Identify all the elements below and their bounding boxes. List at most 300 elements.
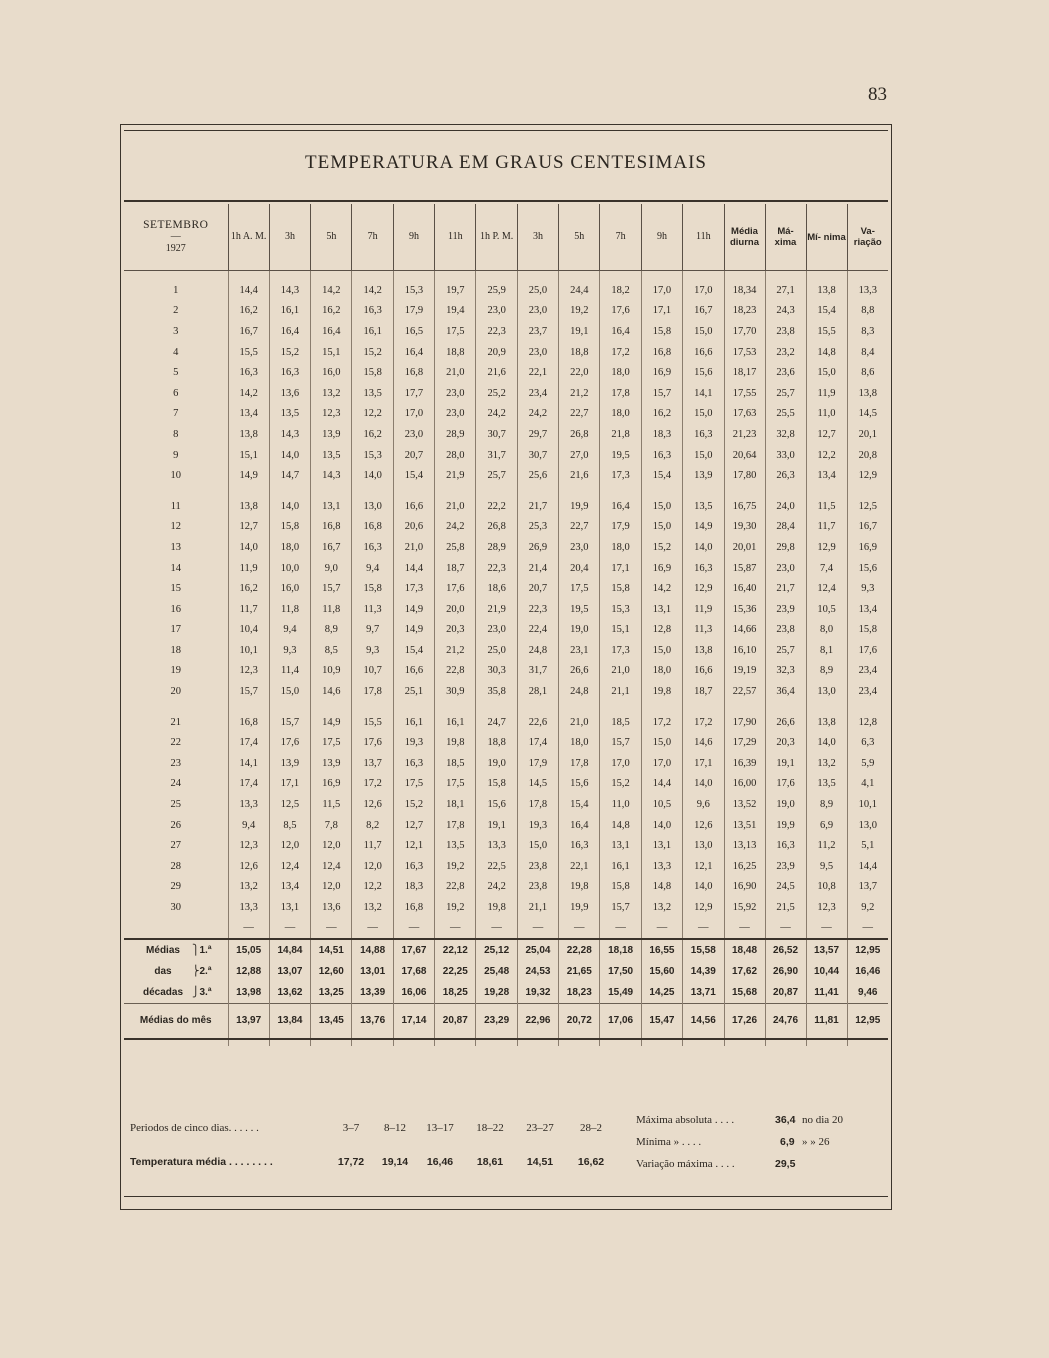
value-cell: 22,1: [517, 362, 558, 383]
day-cell: 29: [170, 881, 181, 893]
value-cell: 18,3: [393, 877, 434, 898]
value-cell: 22,1: [559, 856, 600, 877]
value-cell: 14,6: [683, 732, 724, 753]
value-cell: 15,2: [352, 342, 393, 363]
value-cell: 19,2: [559, 301, 600, 322]
value-cell: 28,9: [435, 424, 476, 445]
value-cell: 18,6: [476, 578, 517, 599]
value-cell: 12,0: [311, 835, 352, 856]
value-cell: 12,0: [352, 856, 393, 877]
day-cell: 9: [173, 449, 179, 461]
value-cell: 15,4: [806, 301, 847, 322]
value-cell: 13,5: [806, 774, 847, 795]
value-cell: 28,1: [517, 681, 558, 702]
decade-value-cell: 18,48: [724, 939, 765, 961]
value-cell: 14,0: [806, 732, 847, 753]
table-row: [124, 301, 888, 322]
value-cell: 16,7: [683, 301, 724, 322]
month-mean-value: 13,76: [352, 1003, 393, 1039]
empty-cell: [435, 486, 476, 496]
value-cell: 25,5: [765, 404, 806, 425]
temperatura-media-label: Temperatura média . . . . . . . .: [130, 1156, 273, 1168]
value-cell: 21,8: [600, 424, 641, 445]
value-cell: 11,2: [806, 835, 847, 856]
value-cell: 16,6: [393, 496, 434, 517]
value-cell: 16,8: [641, 342, 682, 363]
value-cell: 14,1: [228, 753, 269, 774]
value-cell: 17,2: [352, 774, 393, 795]
table-body: [124, 271, 888, 1046]
temperatura-media-value: 19,14: [381, 1156, 409, 1168]
empty-cell: [847, 1039, 888, 1046]
value-cell: 19,4: [435, 301, 476, 322]
value-cell: 12,7: [806, 424, 847, 445]
decade-value-cell: 13,07: [269, 961, 310, 982]
dash-row: [124, 918, 888, 939]
value-cell: 21,5: [765, 897, 806, 918]
value-cell: 8,1: [806, 640, 847, 661]
value-cell: 24,4: [559, 280, 600, 301]
value-cell: 13,4: [228, 404, 269, 425]
decade-value-cell: 21,65: [559, 961, 600, 982]
dash-cell: —: [765, 918, 806, 939]
empty-cell: [847, 271, 888, 281]
value-cell: 12,8: [847, 712, 888, 733]
value-cell: 15,7: [311, 578, 352, 599]
value-cell: 13,2: [228, 877, 269, 898]
title-rule: [124, 200, 888, 202]
table-row: [124, 496, 888, 517]
decade-value-cell: 14,25: [641, 982, 682, 1004]
minima-suffix: » » 26: [802, 1136, 830, 1148]
value-cell: 7,4: [806, 558, 847, 579]
value-cell: 17,6: [847, 640, 888, 661]
value-cell: 16,8: [393, 362, 434, 383]
value-cell: 23,8: [517, 856, 558, 877]
decade-value-cell: 12,60: [311, 961, 352, 982]
value-cell: 14,2: [311, 280, 352, 301]
value-cell: 9,4: [352, 558, 393, 579]
value-cell: 15,7: [600, 732, 641, 753]
value-cell: 12,2: [806, 445, 847, 466]
decade-value-cell: 14,39: [683, 961, 724, 982]
decade-value-cell: 18,25: [435, 982, 476, 1004]
value-cell: 27,0: [559, 445, 600, 466]
value-cell: 23,0: [393, 424, 434, 445]
value-cell: 17,1: [683, 753, 724, 774]
value-cell: 8,9: [311, 620, 352, 641]
value-cell: 11,7: [806, 517, 847, 538]
empty-cell: [269, 1039, 310, 1046]
value-cell: 12,0: [311, 877, 352, 898]
value-cell: 16,4: [269, 321, 310, 342]
value-cell: 4,1: [847, 774, 888, 795]
empty-cell: [724, 702, 765, 712]
value-cell: 15,92: [724, 897, 765, 918]
empty-cell: [765, 702, 806, 712]
value-cell: 28,0: [435, 445, 476, 466]
value-cell: 8,5: [311, 640, 352, 661]
empty-cell: [683, 486, 724, 496]
empty-cell: [311, 702, 352, 712]
value-cell: 24,3: [765, 301, 806, 322]
value-cell: 15,8: [269, 517, 310, 538]
value-cell: 26,9: [517, 537, 558, 558]
decade-value-cell: 19,28: [476, 982, 517, 1004]
value-cell: 16,1: [600, 856, 641, 877]
value-cell: 14,4: [393, 558, 434, 579]
value-cell: 11,4: [269, 661, 310, 682]
value-cell: 23,0: [435, 404, 476, 425]
value-cell: 18,8: [435, 342, 476, 363]
value-cell: 16,3: [683, 424, 724, 445]
value-cell: 9,4: [228, 815, 269, 836]
table-row: [124, 578, 888, 599]
value-cell: 17,2: [683, 712, 724, 733]
value-cell: 14,0: [269, 496, 310, 517]
value-cell: 13,6: [269, 383, 310, 404]
value-cell: 16,8: [393, 897, 434, 918]
value-cell: 18,34: [724, 280, 765, 301]
decade-ordinal: 3.ª: [199, 986, 212, 998]
decade-value-cell: 20,87: [765, 982, 806, 1004]
decade-value-cell: 16,46: [847, 961, 888, 982]
decade-ordinal: 1.ª: [199, 944, 212, 956]
day-cell: 12: [170, 521, 181, 533]
empty-cell: [124, 486, 228, 496]
day-cell: 1: [173, 284, 179, 296]
table-row: [124, 661, 888, 682]
value-cell: 30,9: [435, 681, 476, 702]
value-cell: 19,5: [600, 445, 641, 466]
value-cell: 16,3: [641, 445, 682, 466]
decade-value-cell: 13,71: [683, 982, 724, 1004]
temperatura-media-value: 17,72: [337, 1156, 365, 1168]
value-cell: 21,1: [517, 897, 558, 918]
value-cell: 31,7: [476, 445, 517, 466]
day-cell: 21: [170, 716, 181, 728]
value-cell: 5,9: [847, 753, 888, 774]
value-cell: 16,0: [311, 362, 352, 383]
hour-header: 1h P. M.: [476, 204, 517, 271]
month-mean-label: Médias do mês: [124, 1003, 228, 1039]
value-cell: 13,1: [641, 599, 682, 620]
decade-mean-row: [124, 982, 888, 1004]
value-cell: 19,1: [765, 753, 806, 774]
value-cell: 15,5: [228, 342, 269, 363]
value-cell: 18,5: [600, 712, 641, 733]
value-cell: 15,8: [476, 774, 517, 795]
value-cell: 8,0: [806, 620, 847, 641]
periodo-value: 18–22: [476, 1122, 504, 1134]
day-cell: 3: [173, 325, 179, 337]
value-cell: 16,6: [683, 342, 724, 363]
value-cell: 23,9: [765, 599, 806, 620]
value-cell: 23,0: [765, 558, 806, 579]
value-cell: 24,8: [559, 681, 600, 702]
empty-cell: [228, 1039, 269, 1046]
day-cell: 8: [173, 428, 179, 440]
value-cell: 21,4: [517, 558, 558, 579]
value-cell: 16,4: [600, 496, 641, 517]
value-cell: 10,0: [269, 558, 310, 579]
value-cell: 16,00: [724, 774, 765, 795]
empty-cell: [393, 486, 434, 496]
table-row: [124, 342, 888, 363]
empty-cell: [559, 486, 600, 496]
value-cell: 26,8: [559, 424, 600, 445]
empty-cell: [228, 702, 269, 712]
value-cell: 11,9: [806, 383, 847, 404]
value-cell: 15,1: [600, 620, 641, 641]
value-cell: 12,6: [352, 794, 393, 815]
value-cell: 13,3: [847, 280, 888, 301]
decade-value-cell: 18,23: [559, 982, 600, 1004]
table-row: [124, 424, 888, 445]
decade-label-cell: [124, 939, 228, 961]
value-cell: 16,5: [393, 321, 434, 342]
value-cell: 16,75: [724, 496, 765, 517]
value-cell: 14,6: [311, 681, 352, 702]
value-cell: 13,1: [269, 897, 310, 918]
value-cell: 12,6: [683, 815, 724, 836]
day-cell: 17: [170, 624, 181, 636]
empty-cell: [435, 271, 476, 281]
value-cell: 22,3: [517, 599, 558, 620]
value-cell: 12,3: [806, 897, 847, 918]
empty-cell: [806, 702, 847, 712]
value-cell: 17,4: [228, 732, 269, 753]
value-cell: 13,0: [806, 681, 847, 702]
value-cell: 11,9: [683, 599, 724, 620]
value-cell: 17,0: [641, 753, 682, 774]
decade-value-cell: 13,01: [352, 961, 393, 982]
decade-value-cell: 12,95: [847, 939, 888, 961]
decade-value-cell: 12,88: [228, 961, 269, 982]
day-cell: 13: [170, 541, 181, 553]
value-cell: 12,2: [352, 877, 393, 898]
value-cell: 13,4: [269, 877, 310, 898]
decade-mean-row: [124, 939, 888, 961]
value-cell: 13,2: [311, 383, 352, 404]
value-cell: 24,8: [517, 640, 558, 661]
summary-section: [130, 1112, 882, 1192]
decade-label-cell: [124, 982, 228, 1004]
value-cell: 18,17: [724, 362, 765, 383]
value-cell: 20,01: [724, 537, 765, 558]
value-cell: 17,3: [600, 640, 641, 661]
value-cell: 14,9: [393, 599, 434, 620]
value-cell: 21,23: [724, 424, 765, 445]
value-cell: 16,4: [600, 321, 641, 342]
value-cell: 12,8: [641, 620, 682, 641]
empty-cell: [517, 271, 558, 281]
value-cell: 18,0: [641, 661, 682, 682]
value-cell: 11,0: [806, 404, 847, 425]
value-cell: 18,0: [600, 537, 641, 558]
value-cell: 16,90: [724, 877, 765, 898]
empty-cell: [228, 271, 269, 281]
table-row: [124, 877, 888, 898]
decade-value-cell: 22,12: [435, 939, 476, 961]
value-cell: 13,9: [311, 753, 352, 774]
value-cell: 36,4: [765, 681, 806, 702]
value-cell: 16,3: [393, 856, 434, 877]
decade-value-cell: 9,46: [847, 982, 888, 1004]
value-cell: 9,6: [683, 794, 724, 815]
value-cell: 13,6: [311, 897, 352, 918]
value-cell: 19,3: [517, 815, 558, 836]
table-row: [124, 856, 888, 877]
value-cell: 17,9: [393, 301, 434, 322]
decade-value-cell: 17,62: [724, 961, 765, 982]
value-cell: 10,7: [352, 661, 393, 682]
decade-value-cell: 24,53: [517, 961, 558, 982]
value-cell: 19,9: [765, 815, 806, 836]
value-cell: 12,7: [228, 517, 269, 538]
empty-cell: [269, 702, 310, 712]
hour-header: 9h: [641, 204, 682, 271]
decade-value-cell: 15,68: [724, 982, 765, 1004]
value-cell: 21,7: [517, 496, 558, 517]
value-cell: 21,0: [393, 537, 434, 558]
empty-cell: [124, 271, 228, 281]
value-cell: 14,2: [641, 578, 682, 599]
value-cell: 15,6: [559, 774, 600, 795]
month-mean-value: 13,84: [269, 1003, 310, 1039]
value-cell: 19,2: [435, 897, 476, 918]
value-cell: 20,8: [847, 445, 888, 466]
empty-cell: [517, 702, 558, 712]
value-cell: 20,3: [765, 732, 806, 753]
table-row: [124, 753, 888, 774]
spacer-row: [124, 486, 888, 496]
value-cell: 16,1: [269, 301, 310, 322]
empty-cell: [476, 271, 517, 281]
value-cell: 16,9: [641, 362, 682, 383]
empty-cell: [600, 1039, 641, 1046]
value-cell: 7,8: [311, 815, 352, 836]
value-cell: 20,9: [476, 342, 517, 363]
value-cell: 16,39: [724, 753, 765, 774]
decade-value-cell: 17,67: [393, 939, 434, 961]
dash-cell: —: [517, 918, 558, 939]
value-cell: 17,5: [311, 732, 352, 753]
empty-cell: [724, 271, 765, 281]
day-cell: 26: [170, 819, 181, 831]
table-row: [124, 835, 888, 856]
value-cell: 15,8: [847, 620, 888, 641]
empty-cell: [269, 486, 310, 496]
decade-value-cell: 13,57: [806, 939, 847, 961]
empty-cell: [476, 702, 517, 712]
value-cell: 31,7: [517, 661, 558, 682]
value-cell: 16,7: [228, 321, 269, 342]
hour-header: 7h: [600, 204, 641, 271]
periodo-value: 13–17: [426, 1122, 454, 1134]
value-cell: 13,5: [352, 383, 393, 404]
value-cell: 12,1: [393, 835, 434, 856]
value-cell: 16,1: [393, 712, 434, 733]
value-cell: 15,0: [683, 321, 724, 342]
value-cell: 16,4: [311, 321, 352, 342]
empty-cell: [269, 271, 310, 281]
decade-value-cell: 14,88: [352, 939, 393, 961]
value-cell: 14,9: [393, 620, 434, 641]
spacer-row: [124, 702, 888, 712]
value-cell: 17,6: [352, 732, 393, 753]
decade-ordinal: 2.ª: [199, 965, 212, 977]
empty-cell: [559, 1039, 600, 1046]
value-cell: 17,70: [724, 321, 765, 342]
value-cell: 14,9: [311, 712, 352, 733]
value-cell: 14,1: [683, 383, 724, 404]
decade-label-cell: [124, 961, 228, 982]
value-cell: 10,1: [847, 794, 888, 815]
value-cell: 23,4: [517, 383, 558, 404]
value-cell: 22,2: [476, 496, 517, 517]
table-row: [124, 362, 888, 383]
month-mean-value: 23,29: [476, 1003, 517, 1039]
value-cell: 21,6: [476, 362, 517, 383]
value-cell: 11,3: [683, 620, 724, 641]
value-cell: 22,0: [559, 362, 600, 383]
brace-glyph: ⎭: [192, 986, 200, 998]
brace-glyph: ⎫: [192, 944, 200, 956]
day-cell: 28: [170, 860, 181, 872]
value-cell: 17,8: [600, 383, 641, 404]
maxima-absoluta-label: Máxima absoluta . . . .: [636, 1114, 735, 1126]
value-cell: 23,0: [476, 620, 517, 641]
value-cell: 16,6: [393, 661, 434, 682]
value-cell: 17,0: [683, 280, 724, 301]
value-cell: 19,30: [724, 517, 765, 538]
table-row: [124, 620, 888, 641]
day-cell: 5: [173, 367, 179, 379]
value-cell: 15,7: [228, 681, 269, 702]
empty-cell: [517, 1039, 558, 1046]
value-cell: 26,6: [765, 712, 806, 733]
minima-value: 6,9: [780, 1136, 795, 1148]
value-cell: 8,9: [806, 794, 847, 815]
dash-cell: —: [476, 918, 517, 939]
value-cell: 16,8: [228, 712, 269, 733]
value-cell: 15,3: [600, 599, 641, 620]
day-cell: 6: [173, 387, 179, 399]
value-cell: 20,6: [393, 517, 434, 538]
value-cell: 18,7: [683, 681, 724, 702]
value-cell: 13,5: [311, 445, 352, 466]
value-cell: 14,4: [641, 774, 682, 795]
value-cell: 24,7: [476, 712, 517, 733]
decade-value-cell: 26,52: [765, 939, 806, 961]
decade-value-cell: 13,62: [269, 982, 310, 1004]
value-cell: 13,5: [683, 496, 724, 517]
value-cell: 16,2: [641, 404, 682, 425]
maxima-absoluta-suffix: no dia 20: [802, 1114, 843, 1126]
value-cell: 17,3: [393, 578, 434, 599]
empty-cell: [352, 1039, 393, 1046]
value-cell: 17,90: [724, 712, 765, 733]
empty-cell: [806, 486, 847, 496]
day-cell: 19: [170, 665, 181, 677]
dash-cell: —: [600, 918, 641, 939]
value-cell: 13,3: [228, 794, 269, 815]
value-cell: 30,7: [476, 424, 517, 445]
value-cell: 13,2: [806, 753, 847, 774]
value-cell: 13,0: [683, 835, 724, 856]
hour-header: 1h A. M.: [228, 204, 269, 271]
